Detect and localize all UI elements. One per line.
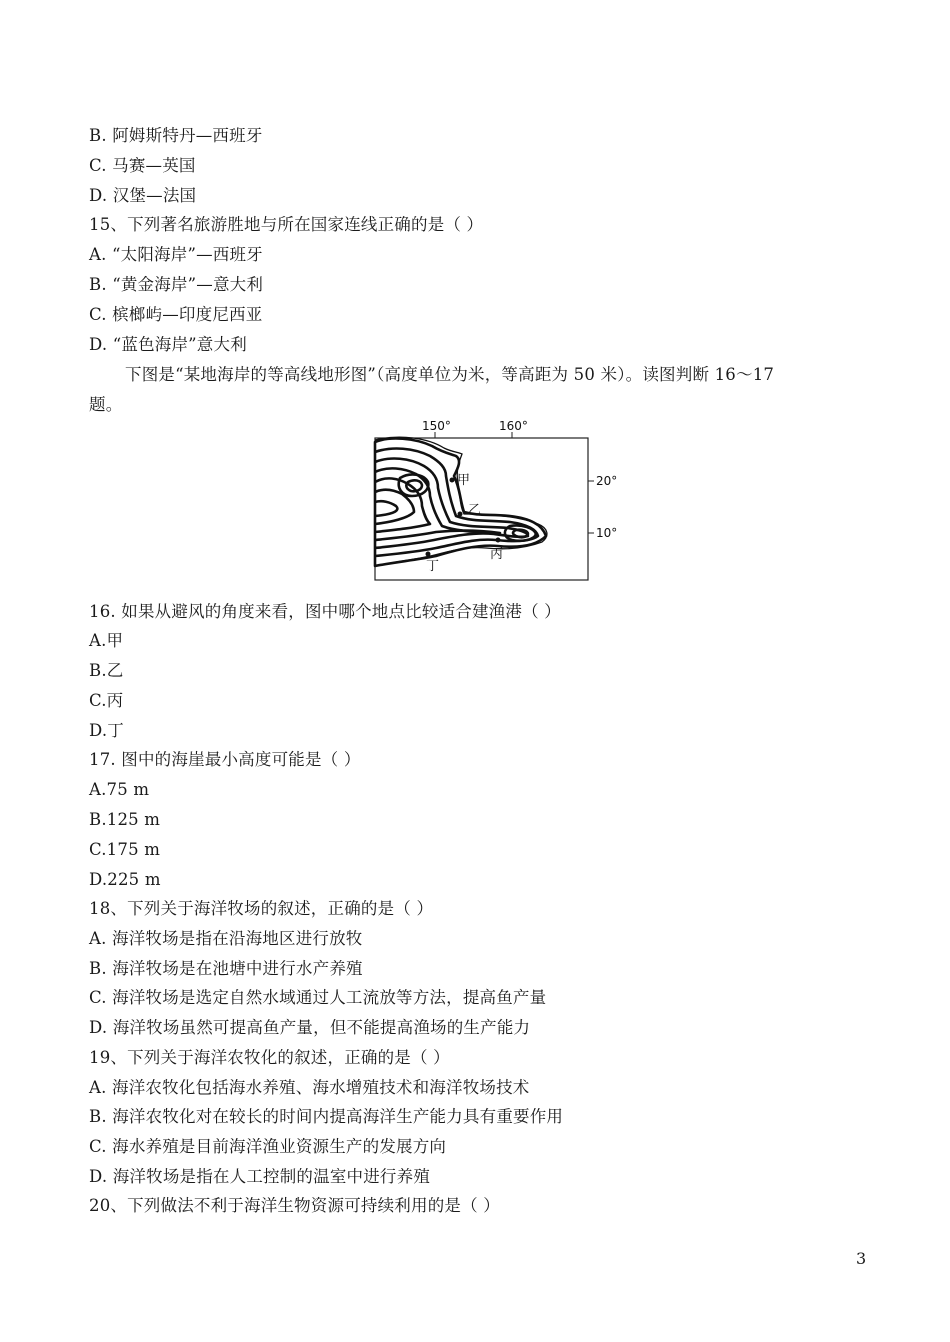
option-15d: D. “蓝色海岸”意大利 [89,335,247,354]
option-17a: A.75 m [89,780,150,799]
question-15: 15、下列著名旅游胜地与所在国家连线正确的是（ ） [89,215,484,234]
question-20: 20、下列做法不利于海洋生物资源可持续利用的是（ ） [89,1196,500,1215]
option-15c: C. 槟榔屿—印度尼西亚 [89,305,263,324]
option-15b: B. “黄金海岸”—意大利 [89,275,264,294]
intro-line-1: 下图是“某地海岸的等高线地形图”（高度单位为米，等高距为 50 米）。读图判断 16～17 [125,365,775,384]
option-14d: D. 汉堡—法国 [89,186,197,205]
point-jia [450,478,455,483]
option-15a: A. “太阳海岸”—西班牙 [89,245,263,264]
question-18: 18、下列关于海洋牧场的叙述，正确的是（ ） [89,899,434,918]
label-lon-150: 150° [422,419,451,433]
option-18a: A. 海洋牧场是指在沿海地区进行放牧 [89,929,363,948]
option-14b: B. 阿姆斯特丹—西班牙 [89,126,263,145]
question-19: 19、下列关于海洋农牧化的叙述，正确的是（ ） [89,1048,450,1067]
option-17c: C.175 m [89,840,161,859]
option-19d: D. 海洋牧场是指在人工控制的温室中进行养殖 [89,1167,431,1186]
question-16: 16. 如果从避风的角度来看，图中哪个地点比较适合建渔港（ ） [89,602,561,621]
option-17b: B.125 m [89,810,161,829]
option-18c: C. 海洋牧场是选定自然水域通过人工流放等方法，提高鱼产量 [89,988,547,1007]
intro-line-2: 题。 [89,395,123,414]
option-17d: D.225 m [89,870,161,889]
label-ding: 丁 [426,559,440,574]
label-bing: 丙 [490,547,504,562]
question-17: 17. 图中的海崖最小高度可能是（ ） [89,750,361,769]
option-18d: D. 海洋牧场虽然可提高鱼产量，但不能提高渔场的生产能力 [89,1018,531,1037]
option-19b: B. 海洋农牧化对在较长的时间内提高海洋生产能力具有重要作用 [89,1107,564,1126]
label-lon-160: 160° [499,419,528,433]
contour-map [360,416,620,586]
option-16c: C.丙 [89,691,124,710]
point-ding [426,552,431,557]
option-16b: B.乙 [89,661,124,680]
option-19c: C. 海水养殖是目前海洋渔业资源生产的发展方向 [89,1137,447,1156]
option-16d: D.丁 [89,721,124,740]
option-18b: B. 海洋牧场是在池塘中进行水产养殖 [89,959,363,978]
label-lat-20: 20° [596,474,618,488]
option-16a: A.甲 [89,631,124,650]
contour-map-figure [360,416,620,586]
option-14c: C. 马赛—英国 [89,156,196,175]
label-jia: 甲 [457,473,471,488]
label-lat-10: 10° [596,526,618,540]
label-yi: 乙 [468,503,482,518]
point-bing [496,538,501,543]
option-19a: A. 海洋农牧化包括海水养殖、海水增殖技术和海洋牧场技术 [89,1078,530,1097]
point-yi [458,512,463,517]
page-number: 3 [856,1249,867,1268]
